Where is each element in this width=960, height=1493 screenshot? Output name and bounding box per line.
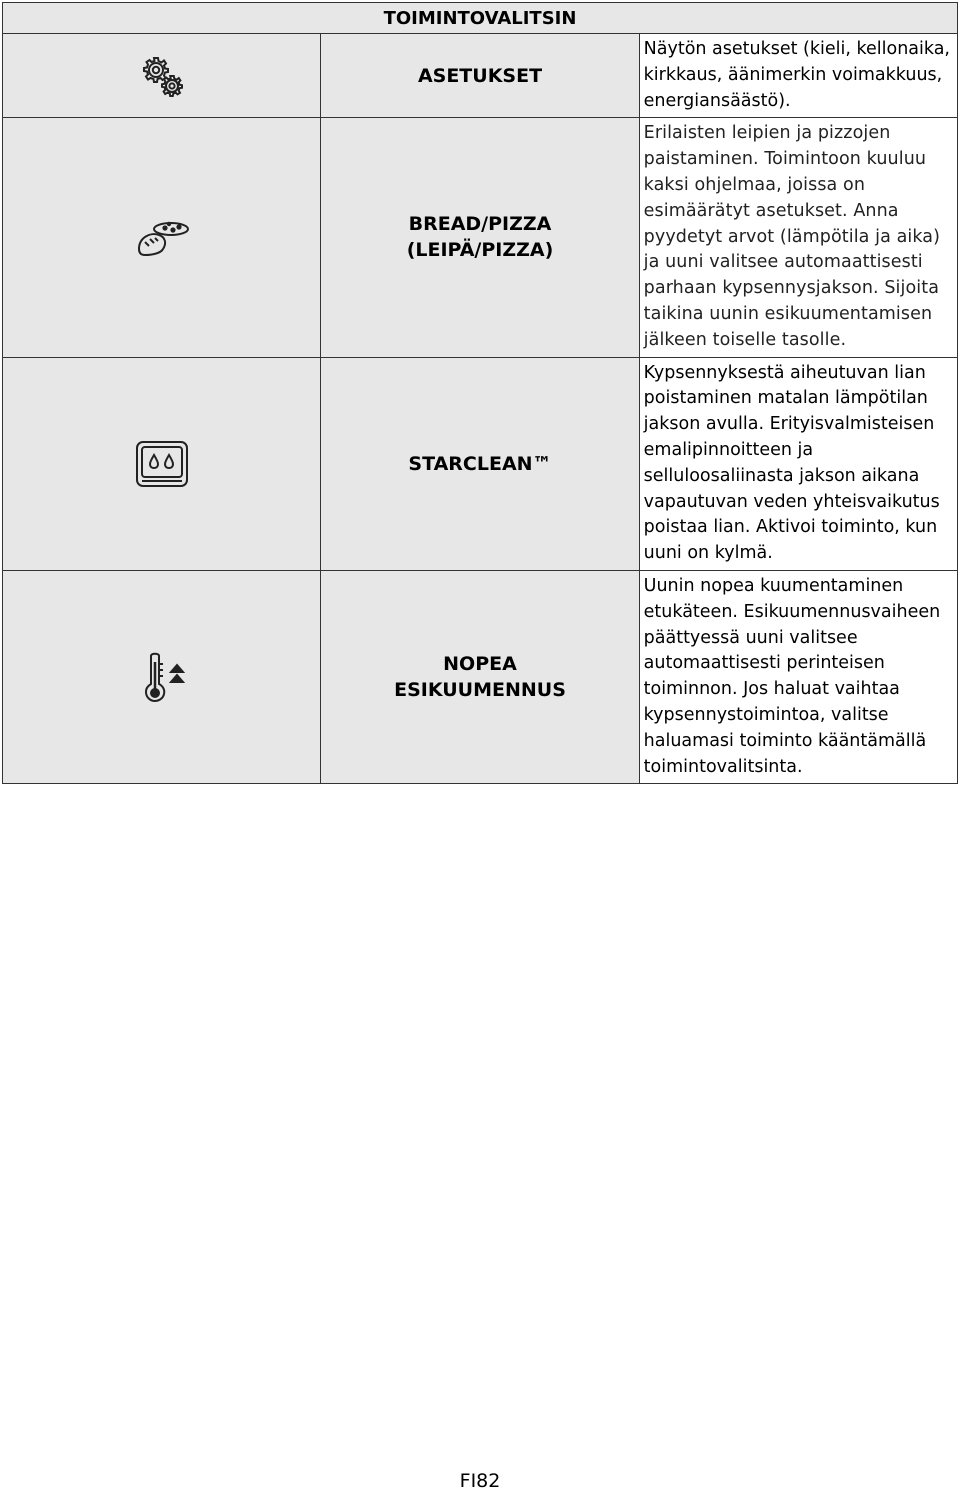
table-header-row: [3, 3, 958, 34]
table-row: [3, 34, 958, 118]
function-description: Kypsennyksestä aiheutuvan lian poistaminen matalan lämpötilan jakson avulla. Erityisvalmisteisen emalipinnoitteen ja selluloosaliinasta jakson aikana vapautuvan veden yhteisvaikutus poistaa lian. Aktivoi toiminto, kun uuni on kylmä.: [639, 357, 957, 570]
function-name-cell: [321, 118, 639, 357]
function-name-cell: [321, 34, 639, 118]
icon-cell: [3, 570, 321, 783]
table-header: TOIMINTOVALITSIN: [3, 3, 958, 34]
bread-pizza-icon: [3, 215, 320, 259]
function-name: ESIKUUMENNUS: [394, 679, 566, 702]
function-name-cell: [321, 357, 639, 570]
table-row: [3, 118, 958, 357]
function-name: BREAD/PIZZA: [408, 213, 552, 236]
gear-cog-icon: [3, 50, 320, 102]
function-name: NOPEA: [443, 653, 517, 676]
function-name: (LEIPÄ/PIZZA): [406, 239, 554, 262]
icon-cell: [3, 357, 321, 570]
table-row: [3, 357, 958, 570]
icon-cell: [3, 118, 321, 357]
function-name-cell: [321, 570, 639, 783]
table-row: [3, 570, 958, 783]
function-description: Erilaisten leipien ja pizzojen paistaminen. Toimintoon kuuluu kaksi ohjelmaa, joissa on esimäärätyt asetukset. Anna pyydetyt arvot (lämpötila ja aika) ja uuni valitsee automaattisesti parhaan kypsennysjakson. Sijoita taikina uunin esikuumentamisen jälkeen toiselle tasolle.: [639, 118, 957, 357]
thermometer-preheat-icon: [3, 650, 320, 704]
starclean-oven-drops-icon: [3, 439, 320, 489]
function-name: STARCLEAN™: [408, 452, 552, 475]
function-description: Uunin nopea kuumentaminen etukäteen. Esikuumennusvaiheen päättyessä uuni valitsee automaattisesti perinteisen toiminnon. Jos haluat vaihtaa kypsennystoimintoa, valitse haluamasi toiminto kääntämällä toimintovalitsinta.: [639, 570, 957, 783]
function-name: ASETUKSET: [417, 64, 543, 87]
page-number: FI82: [459, 1470, 501, 1492]
icon-cell: [3, 34, 321, 118]
function-description: Näytön asetukset (kieli, kellonaika, kirkkaus, äänimerkin voimakkuus, energiansäästö).: [639, 34, 957, 118]
function-selector-table: [2, 2, 958, 784]
